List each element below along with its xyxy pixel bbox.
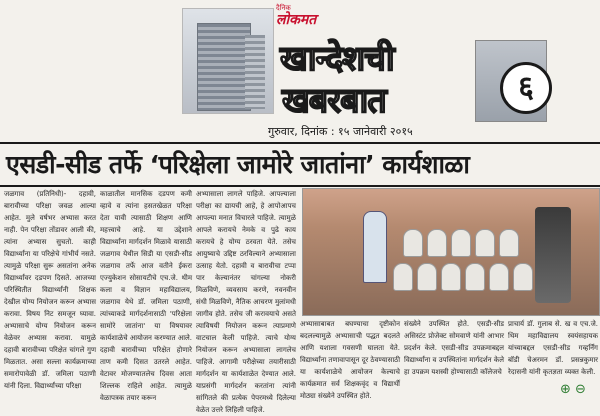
student-figure	[393, 263, 413, 291]
article-column-3: अभ्यासाला लागले पाहिजे. आपल्याला परीक्षा का द्यायची आहे, हे आपोआपच आपल्या मनात विचारले पाहिजे. त्यामुळे आपले करायचे नेमके व पुढे काय करायचे हे योग्य ठरवता येते. तसेच आयुष्याचे उद्दिष्ट ठरविल्याने अभ्यासाला उत्साह येतो. दहावी व बारावीचा टप्पा पार केल्यानंतर चांगल्या नोकरी मिळविणे, व्यवसाय करणे, नवनवीन संधी मिळविणे, नैतिक आचरण मुलांमधी जागीव होते. तसेच जी करावयाचे असते त्याविषयी नियोजन करून त्याप्रमाणे वाटचाल केली पाहिजे. त्याचे योग्य नियोजन करून अभ्यासाला लागलेच पाहिजे. आगामी परीक्षेच्या तयारीसाठी मार्गदर्शन या कार्यशाळेत देण्यात आले. याप्रसंगी मार्गदर्शन करतांना त्यांनी सांगितले की प्रत्येक पेपरमध्ये दिलेल्या वेळेत उत्तरे लिहिली पाहिजे.	[196, 190, 296, 414]
brand-superscript: दैनिक	[276, 4, 291, 12]
article-column-5: संख्येने उपस्थित होते. एसडी-सीड असिस्टंट प्रोजेक्ट सोमवाणे यांनी आभार प्रदर्शन केले. एसडी-सीड उपक्रमाबद्दल विद्यार्थ्यांना व उपस्थितांना मार्गदर्शन केले हा उपक्रम यशस्वी होण्यासाठी कॉलेजचे	[404, 320, 504, 376]
student-figure	[499, 229, 519, 257]
issue-number-badge: ६	[500, 62, 552, 114]
workshop-photo	[302, 188, 600, 316]
brand-logo: लोकमत	[276, 12, 317, 28]
student-figure	[465, 263, 485, 291]
article-column-1: जळगाव (प्रतिनिधी)- दहावी, बारावीच्या परिक्षा जवळ आल्या आहेत. मुले वर्षभर अभ्यास करत नाही. पेन परिक्षा तोंडावर आली की, त्यांना अभ्यास सुचतो. काही विद्यार्थ्यांना या परिक्षेचे गांभीर्य नसते. त्यामुळे परिक्षा सुरू असतांना अनेक विद्यार्थ्यांवर दडपण दिसते. आजच्या परिस्थितीत विद्यार्थ्यांनी शिक्षक देखील योग्य नियोजन करून अभ्यास करावा. विषय निट समजून घ्यावा. अभ्यासाचे योग्य नियोजन करून वेळेवर अभ्यास करावा. यामुळे दहावी बारावीच्या परिक्षेत चांगले गुण मिळतात. असा सल्ला कार्यक्रमाच्या समारोपावेळी डॉ. जमिला पठाणी यांनी दिला. विद्यार्थ्यांच्या परिक्षा	[4, 190, 96, 390]
masthead-title-line2: खबरबात	[282, 81, 386, 121]
article-column-2: काळातील मानसिक दडपण कमी व्हावे व त्यांना हसतखेळत परिक्षा देता यावी त्यासाठी शिक्षण आणि महत्त्वाचे आहे. या उद्देशाने विद्यार्थ्यांना मार्गदर्शन मिळावे यासाठी जळगाव येथील सिडी या एसडी-सीड जळगाव तर्फे आज वतीने ईकरा एज्युकेशन सोसायटीचे एच.जे. थीम कला व विज्ञान महाविद्यालय, जळगाव येथे डॉ. जमिला पठाणी, त्यांच्याकडे मार्गदर्शनासाठी 'परिक्षेला सामोरे जातांना' या विषयावर कार्यशाळेचे आयोजन करण्यात आले. दहावी बारावीच्या परिक्षेत होणारे ताण कमी दिसत उतरले आहेत. वेटावर मोजण्यातलेच दिवस आता शिल्लक राहिले आहेत. त्यामुळे वेळापत्रक तयार करून	[100, 190, 192, 402]
student-figure	[441, 263, 461, 291]
speaker-figure	[363, 211, 387, 283]
student-figure	[427, 229, 447, 257]
student-figure	[513, 263, 533, 291]
dateline: गुरुवार, दिनांक : १५ जानेवारी २०१५	[268, 125, 413, 138]
zoom-controls-icon[interactable]: ⊕ ⊖	[560, 382, 586, 397]
student-row-front	[393, 263, 533, 291]
camera-figure	[535, 207, 571, 303]
building-photo	[182, 8, 274, 114]
article-column-6: प्राचार्य डॉ. गुलाब से. ख व एच.जे. थिम महाविद्यालय स्वयंसहायक यांच्याबद्दल एसडी-सीड गव्हर्निंग बॉडी चेअरमन डॉ. प्रसन्नकुमार रेदासनी यांनी कृतज्ञता व्यक्त केली.	[508, 320, 598, 376]
masthead-title-line1: खान्देशची	[280, 39, 394, 79]
student-figure	[451, 229, 471, 257]
tower-side-image	[245, 35, 265, 109]
article-headline: एसडी-सीड तर्फे ‘परिक्षेला जामोरे जातांना’ कार्यशाळा	[6, 150, 470, 179]
student-figure	[489, 263, 509, 291]
student-figure	[475, 229, 495, 257]
top-rule	[0, 142, 600, 144]
student-row-back	[403, 229, 519, 257]
article-column-4: अभ्यासाबाबत बघण्याचा दृष्टीकोन बदलल्यामुळे अभ्यासाची पद्धत बदलते आणि यशाला गवसणी घालता येते. विद्यार्थ्यांना तणावापासून दूर ठेवण्यासाठी या कार्यशाळेचे आयोजन केल्याचे कार्यक्रमात सर्व शिक्षकवृंद व विद्यार्थी मोठ्या संख्येने उपस्थित होते.	[300, 320, 401, 400]
student-figure	[417, 263, 437, 291]
student-figure	[403, 229, 423, 257]
masthead	[0, 0, 600, 140]
headline-rule	[0, 185, 600, 187]
tower-building-image	[197, 23, 251, 111]
